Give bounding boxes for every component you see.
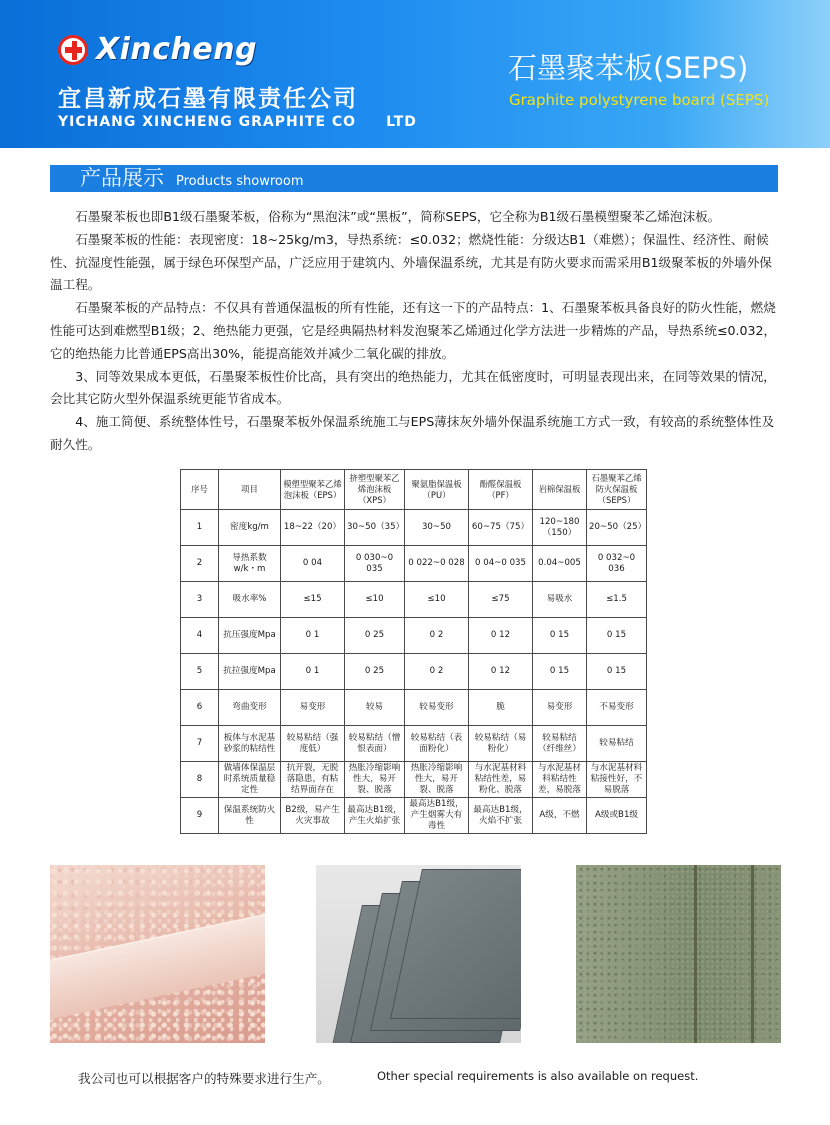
table-row bbox=[181, 510, 647, 546]
paragraph: 石墨聚苯板也即B1级石墨聚苯板，俗称为“黑泡沫”或“黑板”，简称SEPS，它全称为B1级石墨模塑聚苯乙烯泡沫板。 bbox=[75, 209, 721, 224]
seps-board-photo bbox=[576, 865, 781, 1043]
table-cell: 较易粘结（易粉化） bbox=[469, 726, 533, 762]
header-cell: 酚醛保温板（PF） bbox=[469, 470, 533, 510]
table-cell: 较易粘结（纤维丝） bbox=[533, 726, 587, 762]
header-cell: 石墨聚苯乙烯防火保温板（SEPS） bbox=[587, 470, 647, 510]
eps-slab-shape bbox=[50, 908, 265, 1021]
table-cell: 0 1 bbox=[281, 618, 345, 654]
table-cell: 60~75（75） bbox=[469, 510, 533, 546]
comparison-table bbox=[180, 469, 647, 834]
board-seam bbox=[694, 865, 697, 1043]
table-cell: A级或B1级 bbox=[587, 798, 647, 834]
header-cell: 挤塑型聚苯乙烯泡沫板（XPS） bbox=[345, 470, 405, 510]
table-cell: 较易粘结（表面粉化） bbox=[405, 726, 469, 762]
xincheng-logo-icon bbox=[58, 35, 88, 65]
board-seam bbox=[751, 865, 754, 1043]
table-cell: ≤1.5 bbox=[587, 582, 647, 618]
table-cell: 6 bbox=[181, 690, 219, 726]
table-cell: 易变形 bbox=[533, 690, 587, 726]
header-cell: 岩棉保温板 bbox=[533, 470, 587, 510]
table-cell: 与水泥基材料粘结性差，易脱落 bbox=[533, 762, 587, 798]
table-cell: A级，不燃 bbox=[533, 798, 587, 834]
table-cell: 热胀冷缩影响性大，易开裂、脱落 bbox=[345, 762, 405, 798]
table-cell: ≤10 bbox=[345, 582, 405, 618]
table-row bbox=[181, 690, 647, 726]
table-cell: 0 12 bbox=[469, 618, 533, 654]
table-cell: 较易变形 bbox=[405, 690, 469, 726]
table-cell: 易变形 bbox=[281, 690, 345, 726]
section-header bbox=[50, 165, 778, 192]
table-row bbox=[181, 618, 647, 654]
table-cell: 0 15 bbox=[533, 618, 587, 654]
table-cell: 0 04~0 035 bbox=[469, 546, 533, 582]
table-cell: 最高达B1级，火焰不扩张 bbox=[469, 798, 533, 834]
table-cell: 5 bbox=[181, 654, 219, 690]
table-cell: 较易粘结（憎恨表面） bbox=[345, 726, 405, 762]
table-row bbox=[181, 726, 647, 762]
table-cell: 最高达B1级，产生烟雾大有毒性 bbox=[405, 798, 469, 834]
table-row bbox=[181, 546, 647, 582]
table-cell: 0 12 bbox=[469, 654, 533, 690]
section-title-en: Products showroom bbox=[176, 174, 304, 189]
table-cell: 30~50 bbox=[405, 510, 469, 546]
table-cell: 弯曲变形 bbox=[219, 690, 281, 726]
table-row bbox=[181, 582, 647, 618]
table-cell: 20~50（25） bbox=[587, 510, 647, 546]
table-row bbox=[181, 762, 647, 798]
table-cell: 0 15 bbox=[533, 654, 587, 690]
table-row bbox=[181, 654, 647, 690]
table-cell: B2级，易产生火灾事故 bbox=[281, 798, 345, 834]
company-name-en: YICHANG XINCHENG GRAPHITE CO LTD bbox=[58, 114, 417, 130]
table-cell: 0 15 bbox=[587, 654, 647, 690]
table-cell: 3 bbox=[181, 582, 219, 618]
table-cell: 9 bbox=[181, 798, 219, 834]
footer-note-en: Other special requirements is also available on request. bbox=[377, 1069, 699, 1083]
footer-note-cn: 我公司也可以根据客户的特殊要求进行生产。 bbox=[78, 1071, 330, 1086]
table-cell: 较易粘结（强度低） bbox=[281, 726, 345, 762]
eps-board-photo bbox=[50, 865, 265, 1043]
table-cell: 0 2 bbox=[405, 654, 469, 690]
comparison-table-wrapper bbox=[180, 469, 647, 834]
table-cell: 与水泥基材料粘结性差，易粉化、脱落 bbox=[469, 762, 533, 798]
table-row bbox=[181, 798, 647, 834]
table-cell: 0 25 bbox=[345, 654, 405, 690]
table-cell: 热胀冷缩影响性大，易开裂、脱落 bbox=[405, 762, 469, 798]
table-cell: 0.04~005 bbox=[533, 546, 587, 582]
table-cell: 0 022~0 028 bbox=[405, 546, 469, 582]
paragraph: 3、同等效果成本更低，石墨聚苯板性价比高，具有突出的绝热能力，尤其在低密度时，可明显表现出来，在同等效果的情况，会比其它防火型外保温系统更能节省成本。 bbox=[50, 368, 776, 407]
table-cell: 吸水率% bbox=[219, 582, 281, 618]
section-title-cn: 产品展示 bbox=[80, 166, 164, 190]
table-cell: ≤15 bbox=[281, 582, 345, 618]
table-cell: 8 bbox=[181, 762, 219, 798]
table-header-row bbox=[181, 470, 647, 510]
table-cell: 不易变形 bbox=[587, 690, 647, 726]
table-cell: 易吸水 bbox=[533, 582, 587, 618]
table-cell: ≤10 bbox=[405, 582, 469, 618]
table-cell: 较易 bbox=[345, 690, 405, 726]
xps-boards-photo bbox=[316, 865, 521, 1043]
table-cell: 0 25 bbox=[345, 618, 405, 654]
product-title-en: Graphite polystyrene board (SEPS) bbox=[509, 91, 770, 109]
table-cell: 抗压强度Mpa bbox=[219, 618, 281, 654]
table-cell: 0 04 bbox=[281, 546, 345, 582]
table-cell: 1 bbox=[181, 510, 219, 546]
table-cell: 120~180（150） bbox=[533, 510, 587, 546]
table-cell: 保温系统防火性 bbox=[219, 798, 281, 834]
table-cell: 0 2 bbox=[405, 618, 469, 654]
table-cell: 0 1 bbox=[281, 654, 345, 690]
paragraph: 石墨聚苯板的产品特点：不仅具有普通保温板的所有性能，还有这一下的产品特点：1、石墨聚苯板具备良好的防火性能，燃烧性能可达到难燃型B1级；2、绝热能力更强，它是经典隔热材料发泡聚苯乙烯通过化学方法进一步精炼的产品，导热系统≤0.032，它的绝热能力比普通EPS高出30%，能提高能效并减少二氧化碳的排放。 bbox=[50, 300, 777, 361]
table-cell: 0 15 bbox=[587, 618, 647, 654]
table-cell: 抗拉强度Mpa bbox=[219, 654, 281, 690]
table-cell: 板体与水泥基砂浆的粘结性 bbox=[219, 726, 281, 762]
paragraph: 石墨聚苯板的性能：表现密度：18~25kg/m3，导热系统：≤0.032；燃烧性能：分级达B1（难燃）；保温性、经济性、耐候性、抗湿度性能强，属于绿色环保型产品，广泛应用于建筑内、外墙保温系统，尤其是有防火要求而需采用B1级聚苯板的外墙外保温工程。 bbox=[50, 231, 772, 293]
table-cell: 抗开裂，无脱落隐患，有粘结界面存在 bbox=[281, 762, 345, 798]
company-name-cn: 宜昌新成石墨有限责任公司 bbox=[58, 86, 358, 112]
brand-name: Xincheng bbox=[96, 32, 258, 67]
table-cell: ≤75 bbox=[469, 582, 533, 618]
product-title-cn: 石墨聚苯板(SEPS) bbox=[508, 51, 749, 85]
table-cell: 2 bbox=[181, 546, 219, 582]
header-cell: 序号 bbox=[181, 470, 219, 510]
table-cell: 7 bbox=[181, 726, 219, 762]
table-cell: 较易粘结 bbox=[587, 726, 647, 762]
header-cell: 项目 bbox=[219, 470, 281, 510]
product-description bbox=[50, 206, 780, 457]
header-cell: 聚氨脂保温板（PU） bbox=[405, 470, 469, 510]
paragraph: 4、施工简便、系统整体性号，石墨聚苯板外保温系统施工与EPS薄抹灰外墙外保温系统施工方式一致，有较高的系统整体性及耐久性。 bbox=[50, 414, 775, 452]
table-cell: 0 032~0 036 bbox=[587, 546, 647, 582]
table-cell: 导热系数w/k・m bbox=[219, 546, 281, 582]
page-header bbox=[0, 0, 830, 148]
table-cell: 4 bbox=[181, 618, 219, 654]
header-cell: 模塑型聚苯乙烯泡沫板（EPS） bbox=[281, 470, 345, 510]
table-cell: 与水泥基材料粘接性好，不易脱落 bbox=[587, 762, 647, 798]
table-cell: 30~50（35） bbox=[345, 510, 405, 546]
table-cell: 脆 bbox=[469, 690, 533, 726]
table-cell: 最高达B1级，产生火焰扩张 bbox=[345, 798, 405, 834]
table-cell: 18~22（20） bbox=[281, 510, 345, 546]
brand-logo bbox=[58, 32, 257, 67]
table-cell: 做墙体保温层时系统质量稳定性 bbox=[219, 762, 281, 798]
table-body bbox=[181, 510, 647, 834]
table-cell: 密度kg/m bbox=[219, 510, 281, 546]
table-cell: 0 030~0 035 bbox=[345, 546, 405, 582]
